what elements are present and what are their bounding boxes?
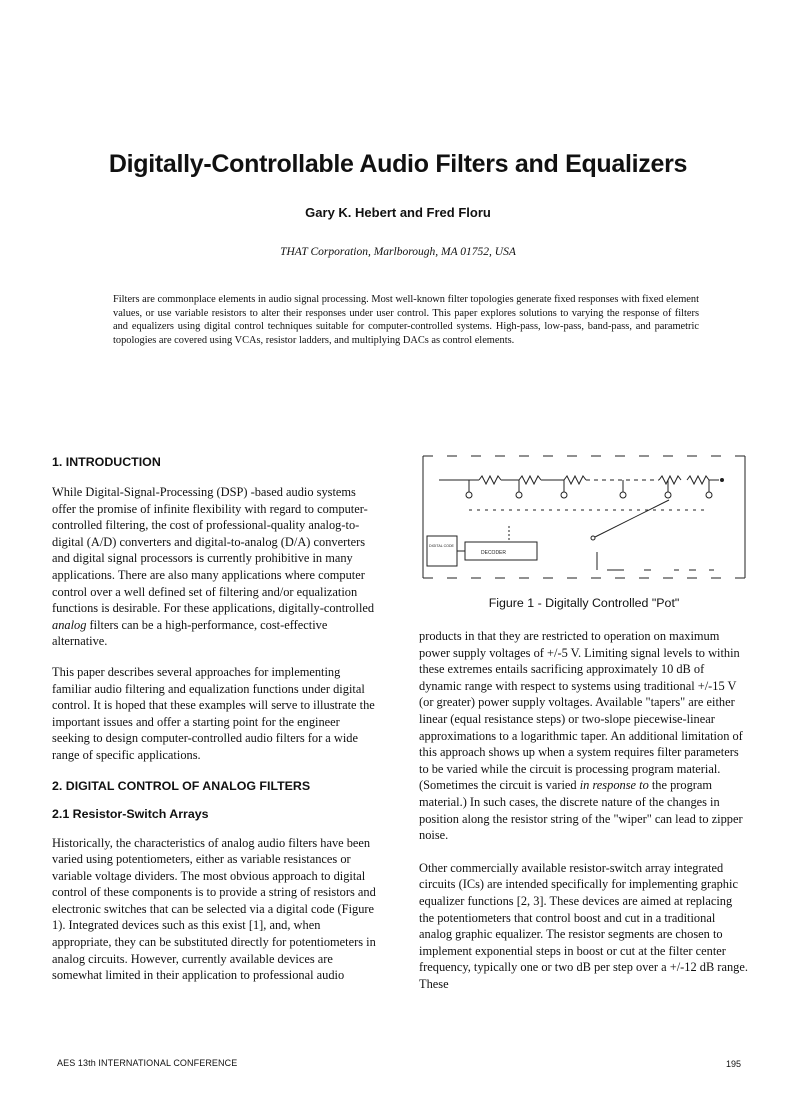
digitally-controlled-pot-schematic <box>419 454 749 584</box>
paper-title: Digitally-Controllable Audio Filters and Equalizers <box>108 150 688 178</box>
intro-p1-emphasis: analog <box>52 617 87 632</box>
section-heading-introduction: 1. INTRODUCTION <box>52 455 161 469</box>
footer-conference: AES 13th INTERNATIONAL CONFERENCE <box>57 1058 238 1068</box>
intro-p1-text-b: filters can be a high-performance, cost-effective alternative. <box>52 617 328 649</box>
subsection-heading-resistor-switch: 2.1 Resistor-Switch Arrays <box>52 806 209 821</box>
right-paragraph-1 <box>419 628 749 844</box>
right-paragraph-2: Other commercially available resistor-switch array integrated circuits (ICs) are intended specifically for implementing graphic equalizer functions [2, 3]. These devices are aimed at replacing the potentiometers that control boost and cut in a traditional analog graphic equalizer. The resistor segments are chosen to implement exponential steps in boost or cut at the filter center frequency, typically one or two dB per step over a +/-12 dB range. These <box>419 860 748 991</box>
right-p1-emphasis: in response to <box>579 778 649 793</box>
section-heading-digital-control: 2. DIGITAL CONTROL OF ANALOG FILTERS <box>52 778 311 793</box>
right-p1-text-b: the program material.) In such cases, the discrete nature of the changes in position along the resistor string of the "wiper" can lead to zipper noise. <box>419 778 743 843</box>
page-number: 195 <box>726 1059 742 1069</box>
section-2-1-paragraph-1: Historically, the characteristics of analog audio filters have been varied using potentiometers, either as variable resistances or variable voltage dividers. The most obvious approach to digital control of these components is to provide a string of resistors and electronic switches that can be selected via a digital code (Figure 1). Integrated devices such as this exist [1], and, when appropriate, they can be substituted directly for potentiometers in analog circuits. However, currently available devices are somewhat limited in their application to professional audio <box>52 835 376 983</box>
figure-1-caption: Figure 1 - Digitally Controlled "Pot" <box>488 596 680 610</box>
intro-paragraph-1 <box>52 484 377 650</box>
digital-code-label: DIGITAL CODE <box>429 544 454 548</box>
left-column <box>52 452 377 984</box>
paper-affiliation: THAT Corporation, Marlborough, MA 01752, USA <box>280 246 516 258</box>
right-p1-text-a: products in that they are restricted to operation on maximum power supply voltages of +/-5 V. Limiting signal levels to within these extremes entails sacrificing approximately 10 dB of dynamic range with respect to systems using traditional +/-15 V (or greater) power supply voltages. Available "tapers" are either linear (equal resistance steps) or two-slope piecewise-linear approximations to a logarithmic taper. An additional limitation of this approach shows up when a system requires filter parameters to be varied while the circuit is processing program material. (Sometimes the circuit is varied <box>419 629 743 793</box>
intro-paragraph-2: This paper describes several approaches for implementing familiar audio filtering and equalization functions under digital control. It is hoped that these examples will serve to illustrate the important issues and offer a starting point for the engineer seeking to design computer-controlled audio filters for a wide range of specific applications. <box>52 664 375 762</box>
paper-authors: Gary K. Hebert and Fred Floru <box>305 205 491 220</box>
abstract <box>113 293 699 347</box>
figure-1-diagram <box>419 454 749 584</box>
decoder-label: DECODER <box>481 550 507 556</box>
intro-p1-text-a: While Digital-Signal-Processing (DSP) -based audio systems offer the promise of infinite flexibility with regard to computer-controlled filtering, the cost of professional-quality analog-to-digital (A/D) converters and digital-to-analog (D/A) converters and digital signal processors is currently prohibitive in many applications. There are also many applications where computer control over a well defined set of filtering and/or equalization functions is desirable. For these applications, digitally-controlled <box>52 485 375 616</box>
abstract-text: Filters are commonplace elements in audio signal processing. Most well-known filter topologies generate fixed responses with fixed element values, or use variable resistors to alter their responses under user control. This paper explores solutions to varying the response of filters and equalizers using digital control techniques suitable for computer-controlled systems. High-pass, low-pass, band-pass, and parametric topologies are covered using VCAs, resistor ladders, and multiplying DACs as control elements. <box>113 294 699 346</box>
right-column <box>419 628 749 992</box>
